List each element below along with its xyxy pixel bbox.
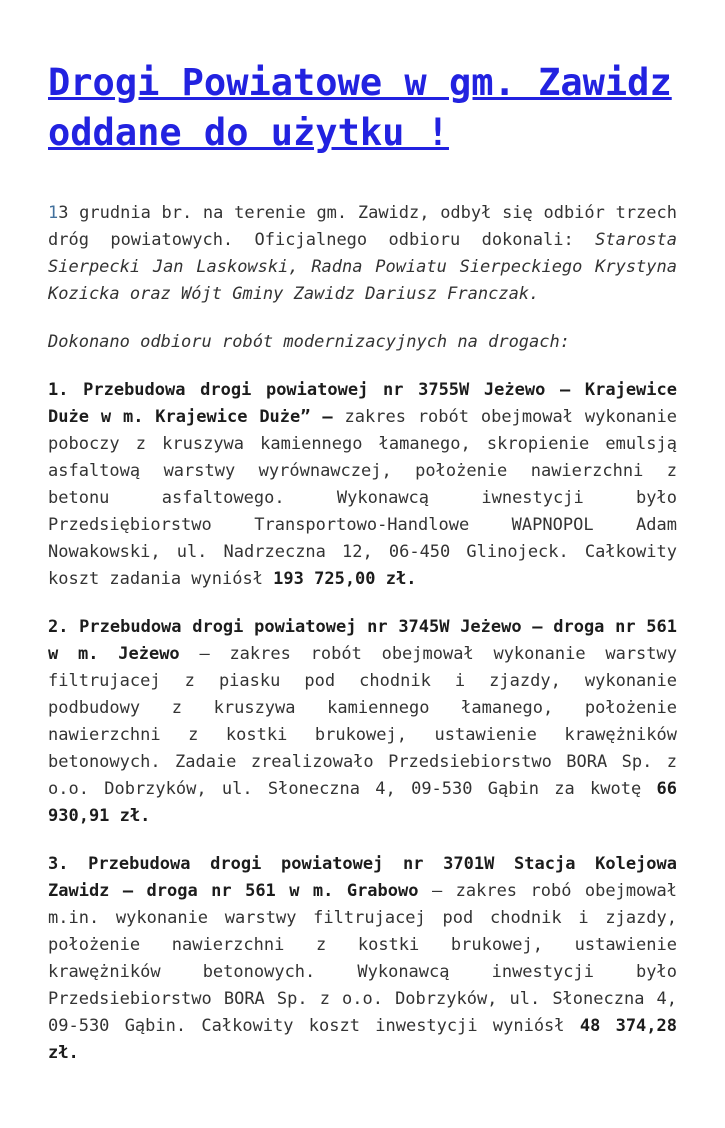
road-item-2-title: 2. Przebudowa drogi powiatowej nr 3745W Jeżewo — droga nr 561 w m. Jeżewo — [48, 617, 677, 664]
road-item-1 — [48, 377, 677, 593]
lead-numeral-link[interactable]: 1 — [48, 203, 59, 223]
road-item-3 — [48, 851, 677, 1067]
road-item-3-cost: 48 374,28 zł. — [48, 1016, 677, 1063]
article-title-link[interactable]: Drogi Powiatowe w gm. Zawidz oddane do użytku ! — [48, 61, 672, 154]
intro-officials-italic: Starosta Sierpecki Jan Laskowski, Radna Powiatu Sierpeckiego Krystyna Kozicka oraz Wójt Gminy Zawidz Dariusz Franczak. — [48, 230, 677, 304]
intro-paragraph — [48, 200, 677, 308]
intro-text: 3 grudnia br. na terenie gm. Zawidz, odbył się odbiór trzech dróg powiatowych. Oficjalnego odbioru dokonali: — [48, 203, 677, 250]
road-item-3-body: — zakres robó obejmował m.in. wykonanie warstwy filtrujacej pod chodnik i zjazdy, położenie nawierzchni z kostki brukowej, ustawienie krawężników betonowych. Wykonawcą inwestycji było Przedsiebiorstwo BORA Sp. z o.o. Dobrzyków, ul. Słoneczna 4, 09-530 Gąbin. Całkowity koszt inwestycji wyniósł — [48, 881, 677, 1036]
page-title — [48, 58, 677, 158]
subheading-paragraph — [48, 329, 677, 356]
road-item-1-body: zakres robót obejmował wykonanie poboczy z kruszywa kamiennego łamanego, skropienie emulsją asfaltową warstwy wyrównawczej, położenie nawierzchni z betonu asfaltowego. Wykonawcą iwnestycji było Przedsiębiorstwo Transportowo-Handlowe WAPNOPOL Adam Nowakowski, ul. Nadrzeczna 12, 06-450 Glinojeck. Całkowity koszt zadania wyniósł — [48, 407, 677, 589]
road-item-2-cost: 66 930,91 zł. — [48, 779, 677, 826]
road-item-1-cost: 193 725,00 zł. — [273, 569, 417, 589]
road-item-2-body: — zakres robót obejmował wykonanie warstwy filtrujacej z piasku pod chodnik i zjazdy, wykonanie podbudowy z kruszywa kamiennego łamanego, położenie nawierzchni z kostki brukowej, ustawienie krawężników betonowych. Zadaie zrealizowało Przedsiebiorstwo BORA Sp. z o.o. Dobrzyków, ul. Słoneczna 4, 09-530 Gąbin za kwotę — [48, 644, 677, 799]
subheading-text: Dokonano odbioru robót modernizacyjnych na drogach: — [48, 332, 570, 352]
road-item-1-title: 1. Przebudowa drogi powiatowej nr 3755W Jeżewo — Krajewice Duże w m. Krajewice Duże” — — [48, 380, 677, 427]
road-item-3-title: 3. Przebudowa drogi powiatowej nr 3701W Stacja Kolejowa Zawidz — droga nr 561 w m. Grabowo — [48, 854, 677, 901]
road-item-2 — [48, 614, 677, 830]
